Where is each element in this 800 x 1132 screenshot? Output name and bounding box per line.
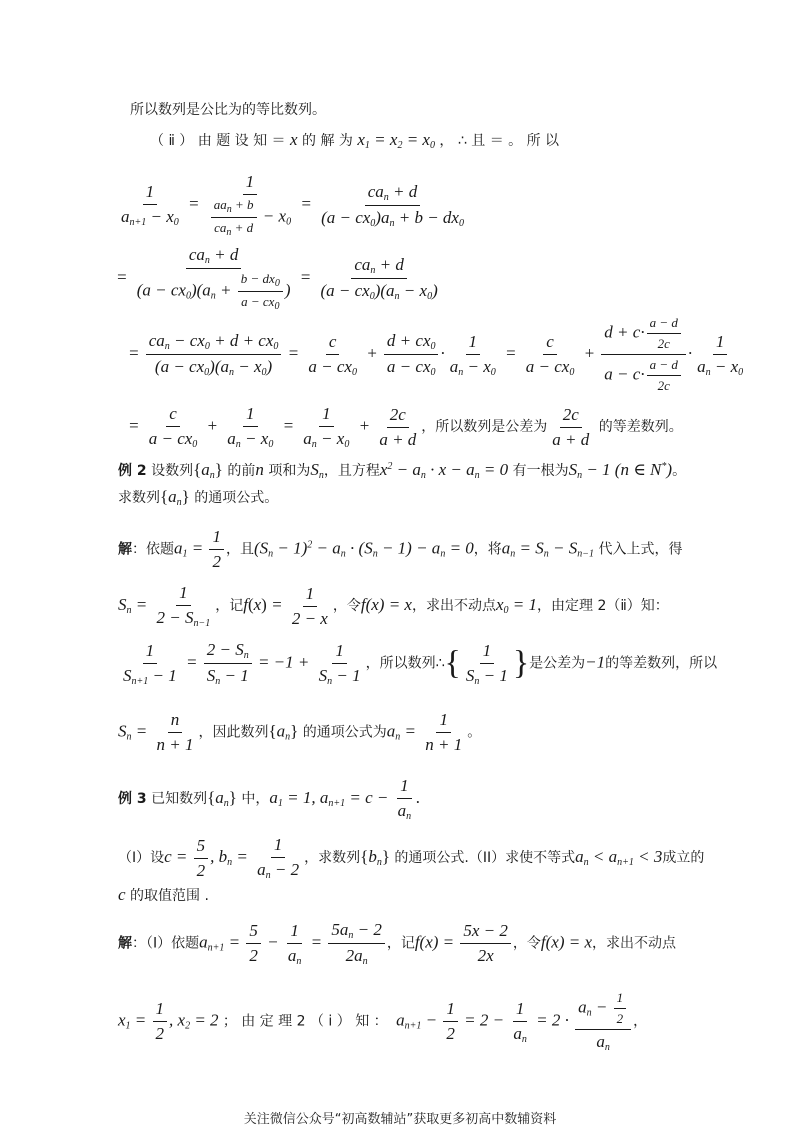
- equation: $x_1$ = $\frac{1}{2}$ , $x_2 = 2$ ； 由 定 理 2 （ ⅰ ） 知 ： $a_{n+1}$ − $\frac{1}{2}$ = 2 − $\frac{1}{a_n}$ = 2 · $a_n$ − $\frac{1}{2}$ $a_n$ ，: [118, 990, 648, 1053]
- equation: = $\frac{ca_n - cx_0 + d + cx_0}{(a - cx_0)(a_n - x_0)}$ = $\frac{c}{a - cx_0}$ + $\frac{d + cx_0}{a - cx_0}$ · $\frac{1}{a_n - x_0}$ = $\frac{c}{a - cx_0}$ + d + c· $\frac{a - d}{2c}$ a − c· $\frac{a - d}{2c}$ · $\frac{1}{a_n - x_0}$: [128, 315, 744, 393]
- equation: 例 3 已知数列$\{a_n\}$ 中，$a_1 = 1$, $a_{n+1} = c$ − $\frac{1}{a_n}$ .: [118, 776, 421, 822]
- footer-note: 关注微信公众号“初高数辅站”获取更多初高中数辅资料: [243, 1112, 557, 1127]
- equation: $\frac{1}{S_{n+1} - 1}$ = $\frac{2 - S_n}{S_n - 1}$ = −1 + $\frac{1}{S_n - 1}$ ，所以数列∴{ $\frac{1}{S_n - 1}$ }是公差为−1的等差数列，所以: [123, 640, 718, 687]
- equation: = $ca_n + d$ $(a - cx_0)(a_n$ + $\frac{b - dx_0}{a - cx_0}$ ) = $\frac{ca_n + d}{(a - cx_0)(a_n - x_0)}$: [116, 245, 438, 312]
- equation: 解：依题$a_1$ = $\frac{1}{2}$ ，且$(S_n - 1)^2 - a_n \cdot (S_n - 1) - a_n = 0$，将$a_n = S_n - S_{n-1}$ 代入上式，得: [118, 527, 683, 571]
- text-line: 求数列$\{a_n\}$ 的通项公式。: [118, 487, 279, 508]
- equation: $S_n$ = $\frac{1}{2 - S_{n-1}}$ ，记f(x) = $\frac{1}{2 - x}$ ，令f(x) = x，求出不动点$x_0 = 1$，由定理 2（ⅱ）知：: [118, 583, 669, 629]
- text-line: 所以数列是公比为的等比数列。: [130, 102, 326, 118]
- equation: （I）设c = $\frac{5}{2}$ , $b_n$ = $\frac{1}{a_n - 2}$ ，求数列$\{b_n\}$ 的通项公式.（II）求使不等式$a_n < a_{n+1} < 3$成立的: [118, 835, 705, 881]
- equation: = $\frac{c}{a - cx_0}$ + $\frac{1}{a_n - x_0}$ = $\frac{1}{a_n - x_0}$ + $\frac{2c}{a + d}$ ，所以数列是公差为 $\frac{2c}{a + d}$ 的等差数列。: [128, 404, 683, 450]
- equation: 解：（I）依题$a_{n+1}$ = $\frac{5}{2}$ − $\frac{1}{a_n}$ = $\frac{5a_n - 2}{2a_n}$ ，记f(x) = $\frac{5x - 2}{2x}$ ，令f(x) = x，求出不动点: [118, 920, 677, 967]
- text-line: （ ⅱ ） 由 题 设 知 ＝ x 的 解 为 $x_1 = x_2 = x_0$ ， ∴ 且 ＝ 。 所 以: [150, 130, 560, 151]
- equation: $\frac{1}{a_{n+1} - x_0}$ = 1 $\frac{aa_n + b}{ca_n + d}$ − $x_0$ = $\frac{ca_n + d}{(a - cx_0)a_n + b - dx_0}$: [121, 172, 464, 238]
- text-line: c 的取值范围 .: [118, 885, 209, 904]
- equation: $S_n$ = $\frac{n}{n + 1}$ ，因此数列$\{a_n\}$ 的通项公式为$a_n$ = $\frac{1}{n + 1}$ 。: [118, 710, 482, 754]
- text-line: 例 2 设数列$\{a_n\}$ 的前n 项和为$S_n$，且方程$x^2 - a_n \cdot x - a_n = 0$ 有一根为$S_n - 1$ (n ∈ N*)。: [118, 460, 687, 481]
